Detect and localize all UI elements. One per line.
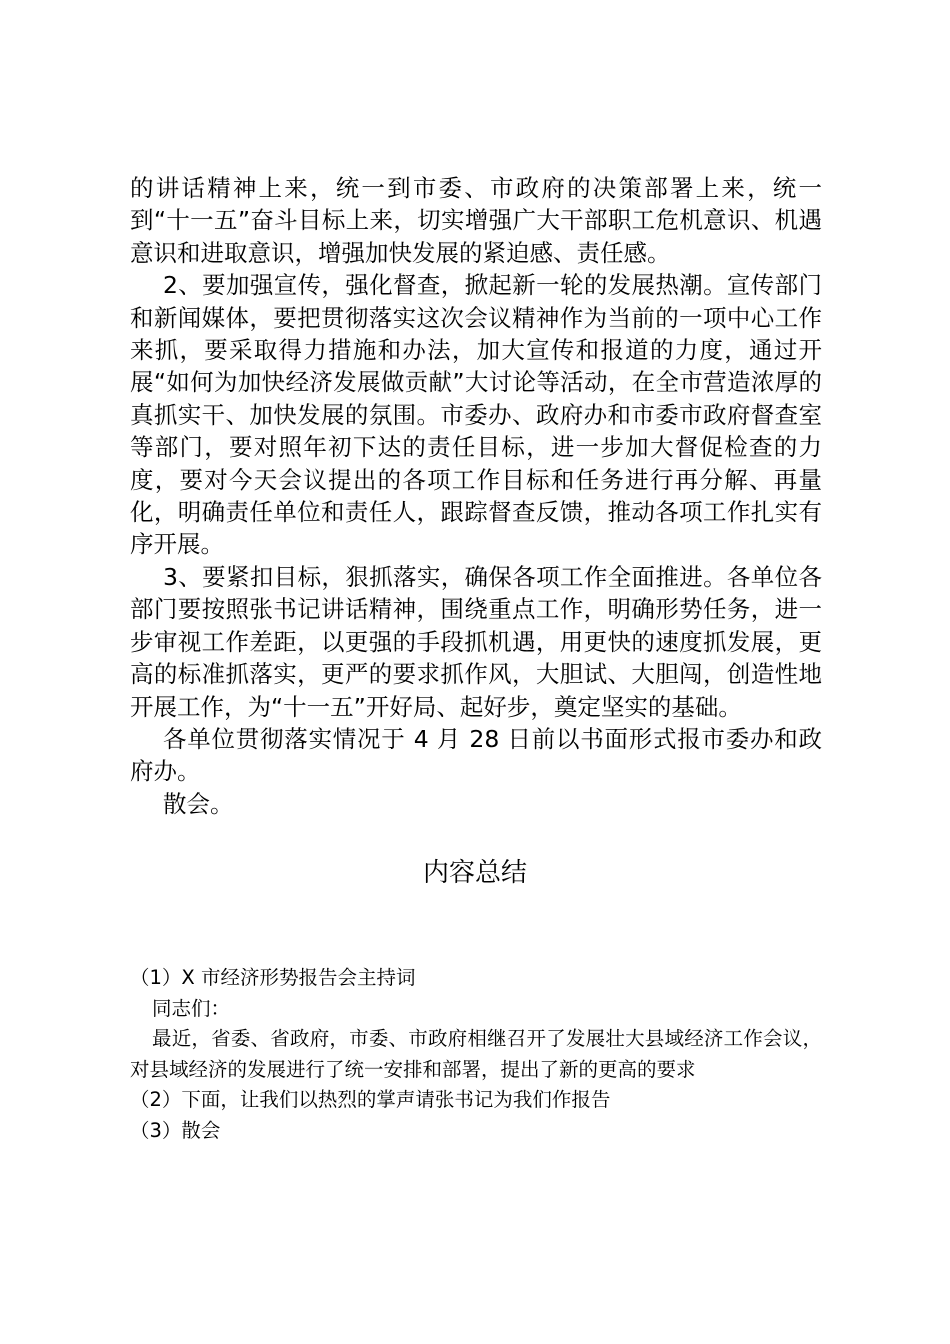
summary-section bbox=[130, 963, 822, 1147]
paragraph-item-3: 3、要紧扣目标，狠抓落实，确保各项工作全面推进。各单位各部门要按照张书记讲话精神，围绕重点工作，明确形势任务，进一步审视工作差距，以更强的手段抓机遇，用更快的速度抓发展，更高的标准抓落实，更严的要求抓作风，大胆试、大胆闯，创造性地开展工作，为“十一五”开好局、起好步，奠定坚实的基础。 bbox=[130, 562, 822, 721]
summary-item-number: （2） bbox=[130, 1088, 182, 1112]
paragraph-deadline: 各单位贯彻落实情况于 4 月 28 日前以书面形式报市委办和政府办。 bbox=[130, 724, 822, 786]
document-body bbox=[130, 172, 822, 820]
summary-item-number: （3） bbox=[130, 1118, 182, 1142]
summary-item-number: （1） bbox=[130, 966, 182, 989]
summary-item-1-greeting: 同志们： bbox=[152, 996, 231, 1020]
summary-item-3 bbox=[130, 1116, 822, 1147]
summary-item-text: 下面，让我们以热烈的掌声请张书记为我们作报告 bbox=[181, 1088, 611, 1112]
paragraph-adjourn: 散会。 bbox=[163, 789, 234, 818]
summary-item-1 bbox=[130, 963, 822, 994]
summary-title: 内容总结 bbox=[422, 858, 527, 888]
paragraph-item-2: 2、要加强宣传，强化督查，掀起新一轮的发展热潮。宣传部门和新闻媒体，要把贯彻落实这次会议精神作为当前的一项中心工作来抓，要采取得力措施和办法，加大宣传和报道的力度，通过开展“如何为加快经济发展做贡献”大讨论等活动，在全市营造浓厚的真抓实干、加快发展的氛围。市委办、政府办和市委市政府督查室等部门，要对照年初下达的责任目标，进一步加大督促检查的力度，要对今天会议提出的各项工作目标和任务进行再分解、再量化，明确责任单位和责任人，跟踪督查反馈，推动各项工作扎实有序开展。 bbox=[130, 271, 822, 559]
paragraph-continuation: 的讲话精神上来，统一到市委、市政府的决策部署上来，统一到“十一五”奋斗目标上来，切实增强广大干部职工危机意识、机遇意识和进取意识，增强加快发展的紧迫感、责任感。 bbox=[130, 174, 822, 267]
summary-item-text: X 市经济形势报告会主持词 bbox=[181, 966, 416, 989]
summary-item-1-body: 最近，省委、省政府，市委、市政府相继召开了发展壮大县域经济工作会议，对县域经济的发展进行了统一安排和部署，提出了新的更高的要求 bbox=[130, 1027, 822, 1081]
summary-item-2 bbox=[130, 1085, 822, 1116]
summary-item-text: 散会 bbox=[181, 1118, 221, 1142]
